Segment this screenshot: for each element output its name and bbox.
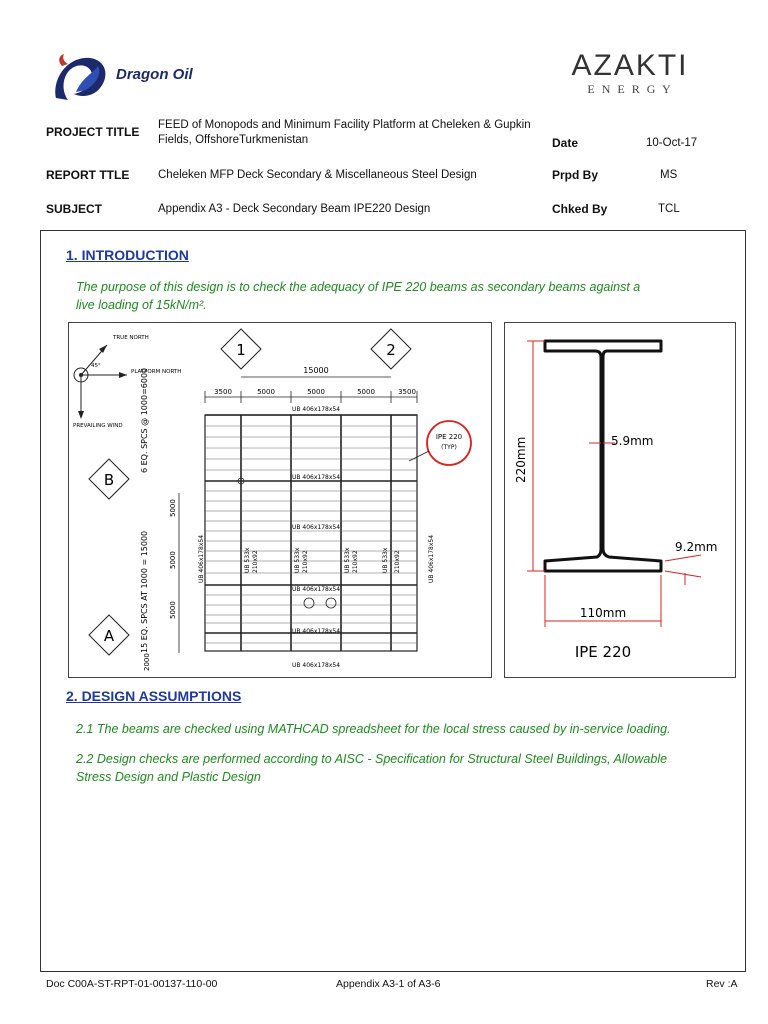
web-label: 5.9mm <box>611 434 654 448</box>
assumption-text: Design checks are performed according to AISC - Specification for Structural Steel Buildings, Allowable Stress Design and Plastic Design <box>76 752 668 784</box>
azakti-subtitle: E N E R G Y <box>587 82 673 96</box>
assumption-number: 2.2 <box>76 752 94 766</box>
overall-dimension: 15000 <box>303 366 329 375</box>
beam-label-bottom: UB 406x178x54 <box>291 662 341 669</box>
dimension-4: 5000 <box>357 388 375 396</box>
project-title-label: PROJECT TITLE <box>46 125 140 139</box>
callout-leader <box>409 451 429 461</box>
ipe220-callout-sub: (TYP) <box>441 444 457 451</box>
deck-outline <box>205 415 417 651</box>
report-title-value: Cheleken MFP Deck Secondary & Miscellaneous Steel Design <box>158 169 477 181</box>
grid-bubble-b <box>89 459 129 499</box>
assumption-item-1 <box>76 720 696 738</box>
svg-text:210x92: 210x92 <box>352 550 359 573</box>
dimension-1: 3500 <box>214 388 232 396</box>
subject-label: SUBJECT <box>46 202 103 216</box>
deck-plan-svg <box>69 323 491 677</box>
flange-dimension <box>665 555 701 585</box>
platform-north-label: PLATFORM NORTH <box>131 369 182 375</box>
design-assumptions-heading: 2. DESIGN ASSUMPTIONS <box>66 688 242 704</box>
report-title-label: REPORT TTLE <box>46 168 130 182</box>
beam-label-mid: UB 406x178x54 <box>291 524 341 531</box>
project-title-value: FEED of Monopods and Minimum Facility Platform at Cheleken & Gupkin Fields, OffshoreTurkmenistan <box>158 119 531 146</box>
dimension-lines <box>179 377 417 653</box>
beam-label-a: UB 406x178x54 <box>291 628 341 635</box>
dragon-oil-logo <box>48 48 238 110</box>
grid-bubble-a <box>89 615 129 655</box>
svg-text:210x92: 210x92 <box>252 550 259 573</box>
ipe220-section-drawing <box>504 322 736 678</box>
deck-plan-drawing <box>68 322 492 678</box>
secondary-beams <box>205 426 417 643</box>
i-beam-profile <box>545 341 661 571</box>
angle-label: 45° <box>91 363 101 369</box>
date-label: Date <box>552 136 579 150</box>
dimension-2: 5000 <box>257 388 275 396</box>
width-label: 110mm <box>579 606 627 620</box>
prepared-by-value: MS <box>660 169 678 181</box>
ipe220-section-svg <box>505 323 735 677</box>
svg-text:UB 533x: UB 533x <box>244 547 251 573</box>
true-north-label: TRUE NORTH <box>113 335 149 341</box>
beam-label-b: UB 406x178x54 <box>291 474 341 481</box>
footer-doc-number: Doc C00A-ST-RPT-01-00137-110-00 <box>46 978 218 990</box>
svg-text:UB 533x: UB 533x <box>294 547 301 573</box>
checked-by-label: Chked By <box>552 202 608 216</box>
assumption-item-2 <box>76 750 676 786</box>
svg-text:A: A <box>103 627 115 645</box>
vertical-dim-4: 2000 <box>143 653 151 671</box>
svg-text:UB 533x: UB 533x <box>344 547 351 573</box>
dragon-oil-wordmark: Dragon Oil <box>116 66 193 83</box>
vertical-dim-2: 5000 <box>169 551 177 569</box>
grid-bubble-2 <box>371 329 411 369</box>
azakti-logo <box>560 50 700 100</box>
introduction-text: The purpose of this design is to check the adequacy of IPE 220 beams as secondary beams against a live loading of 15kN/m². <box>76 280 641 312</box>
vertical-note-top: 6 EQ. SPCS @ 1000=6000 <box>140 367 149 473</box>
svg-text:2: 2 <box>386 341 396 359</box>
svg-text:UB 406x178x54: UB 406x178x54 <box>198 534 205 583</box>
ipe220-callout-circle <box>427 421 471 465</box>
grid-bubble-1 <box>221 329 261 369</box>
svg-text:1: 1 <box>236 341 246 359</box>
assumption-number: 2.1 <box>76 722 94 736</box>
ipe220-callout: IPE 220 <box>435 433 463 441</box>
dimension-3: 5000 <box>307 388 325 396</box>
svg-text:UB 533x: UB 533x <box>382 547 389 573</box>
section-name: IPE 220 <box>574 643 632 661</box>
vertical-beam-labels <box>198 535 435 583</box>
introduction-heading: 1. INTRODUCTION <box>66 247 189 263</box>
checked-by-value: TCL <box>658 203 680 215</box>
azakti-wordmark: AZAKTI <box>571 49 689 82</box>
svg-text:UB 406x178x54: UB 406x178x54 <box>428 534 435 583</box>
prevailing-wind-label: PREVAILING WIND <box>73 423 123 429</box>
vertical-dim-1: 5000 <box>169 499 177 517</box>
vertical-note-main: 15 EQ. SPCS AT 1000 = 15000 <box>140 530 149 653</box>
vertical-dim-3: 5000 <box>169 601 177 619</box>
beam-label-top: UB 406x178x54 <box>291 406 341 413</box>
svg-text:210x92: 210x92 <box>394 550 401 573</box>
footer-page-number: Appendix A3-1 of A3-6 <box>336 978 441 990</box>
footer-revision: Rev :A <box>706 978 738 990</box>
height-dimension <box>527 341 545 571</box>
date-value: 10-Oct-17 <box>646 137 698 149</box>
flange-label: 9.2mm <box>675 540 718 554</box>
svg-text:210x92: 210x92 <box>302 550 309 573</box>
north-arrow-icon <box>74 345 127 419</box>
dimension-5: 3500 <box>398 388 416 396</box>
main-girders <box>205 415 417 651</box>
svg-text:B: B <box>103 471 115 489</box>
height-label: 220mm <box>514 436 528 483</box>
beam-label-low: UB 406x178x54 <box>291 586 341 593</box>
prepared-by-label: Prpd By <box>552 168 599 182</box>
assumption-text: The beams are checked using MATHCAD spreadsheet for the local stress caused by in-service loading. <box>96 722 671 736</box>
subject-value: Appendix A3 - Deck Secondary Beam IPE220 Design <box>158 203 431 215</box>
